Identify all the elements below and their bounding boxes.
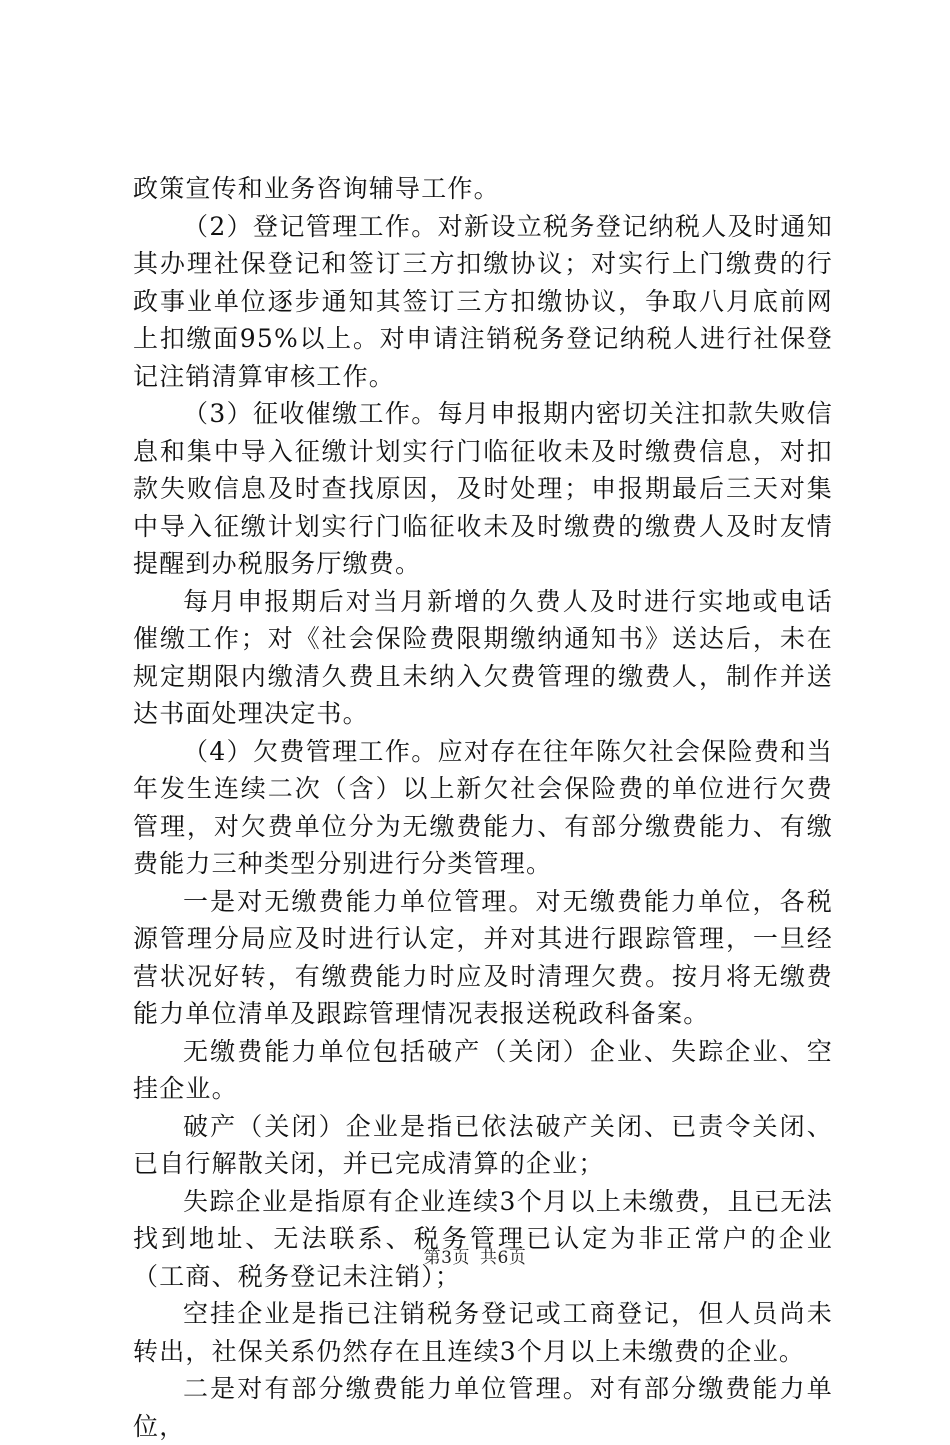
- page-number: 第3页: [423, 1248, 470, 1268]
- paragraph: 破产（关闭）企业是指已依法破产关闭、已责令关闭、已自行解散关闭，并已完成清算的企业；: [133, 1111, 833, 1178]
- paragraph: （3）征收催缴工作。每月申报期内密切关注扣款失败信息和集中导入征缴计划实行门临征收未及时缴费信息，对扣款失败信息及时查找原因，及时处理；申报期最后三天对集中导入征缴计划实行门临征收未及时缴费的缴费人及时友情提醒到办税服务厅缴费。: [133, 399, 833, 578]
- paragraph: 一是对无缴费能力单位管理。对无缴费能力单位，各税源管理分局应及时进行认定，并对其进行跟踪管理，一旦经营状况好转，有缴费能力时应及时清理欠费。按月将无缴费能力单位清单及跟踪管理情况表报送税政科备案。: [133, 886, 833, 1028]
- page-footer: [0, 1243, 950, 1268]
- paragraph: 空挂企业是指已注销税务登记或工商登记，但人员尚未转出，社保关系仍然存在且连续3个月以上未缴费的企业。: [133, 1299, 833, 1366]
- page-total: 共6页: [480, 1248, 527, 1268]
- paragraph: （4）欠费管理工作。应对存在往年陈欠社会保险费和当年发生连续二次（含）以上新欠社会保险费的单位进行欠费管理，对欠费单位分为无缴费能力、有部分缴费能力、有缴费能力三种类型分别进行分类管理。: [133, 736, 833, 878]
- paragraph: 无缴费能力单位包括破产（关闭）企业、失踪企业、空挂企业。: [133, 1036, 833, 1103]
- paragraph: 政策宣传和业务咨询辅导工作。: [133, 174, 500, 203]
- paragraph: 每月申报期后对当月新增的久费人及时进行实地或电话催缴工作；对《社会保险费限期缴纳通知书》送达后，未在规定期限内缴清久费且未纳入欠费管理的缴费人，制作并送达书面处理决定书。: [133, 586, 833, 728]
- paragraph: 二是对有部分缴费能力单位管理。对有部分缴费能力单位，: [133, 1374, 833, 1441]
- paragraph: （2）登记管理工作。对新设立税务登记纳税人及时通知其办理社保登记和签订三方扣缴协议；对实行上门缴费的行政事业单位逐步通知其签订三方扣缴协议，争取八月底前网上扣缴面95%以上。对申请注销税务登记纳税人进行社保登记注销清算审核工作。: [133, 211, 833, 391]
- paragraph: 失踪企业是指原有企业连续3个月以上未缴费，且已无法找到地址、无法联系、税务管理已认定为非正常户的企业（工商、税务登记未注销）；: [133, 1186, 833, 1291]
